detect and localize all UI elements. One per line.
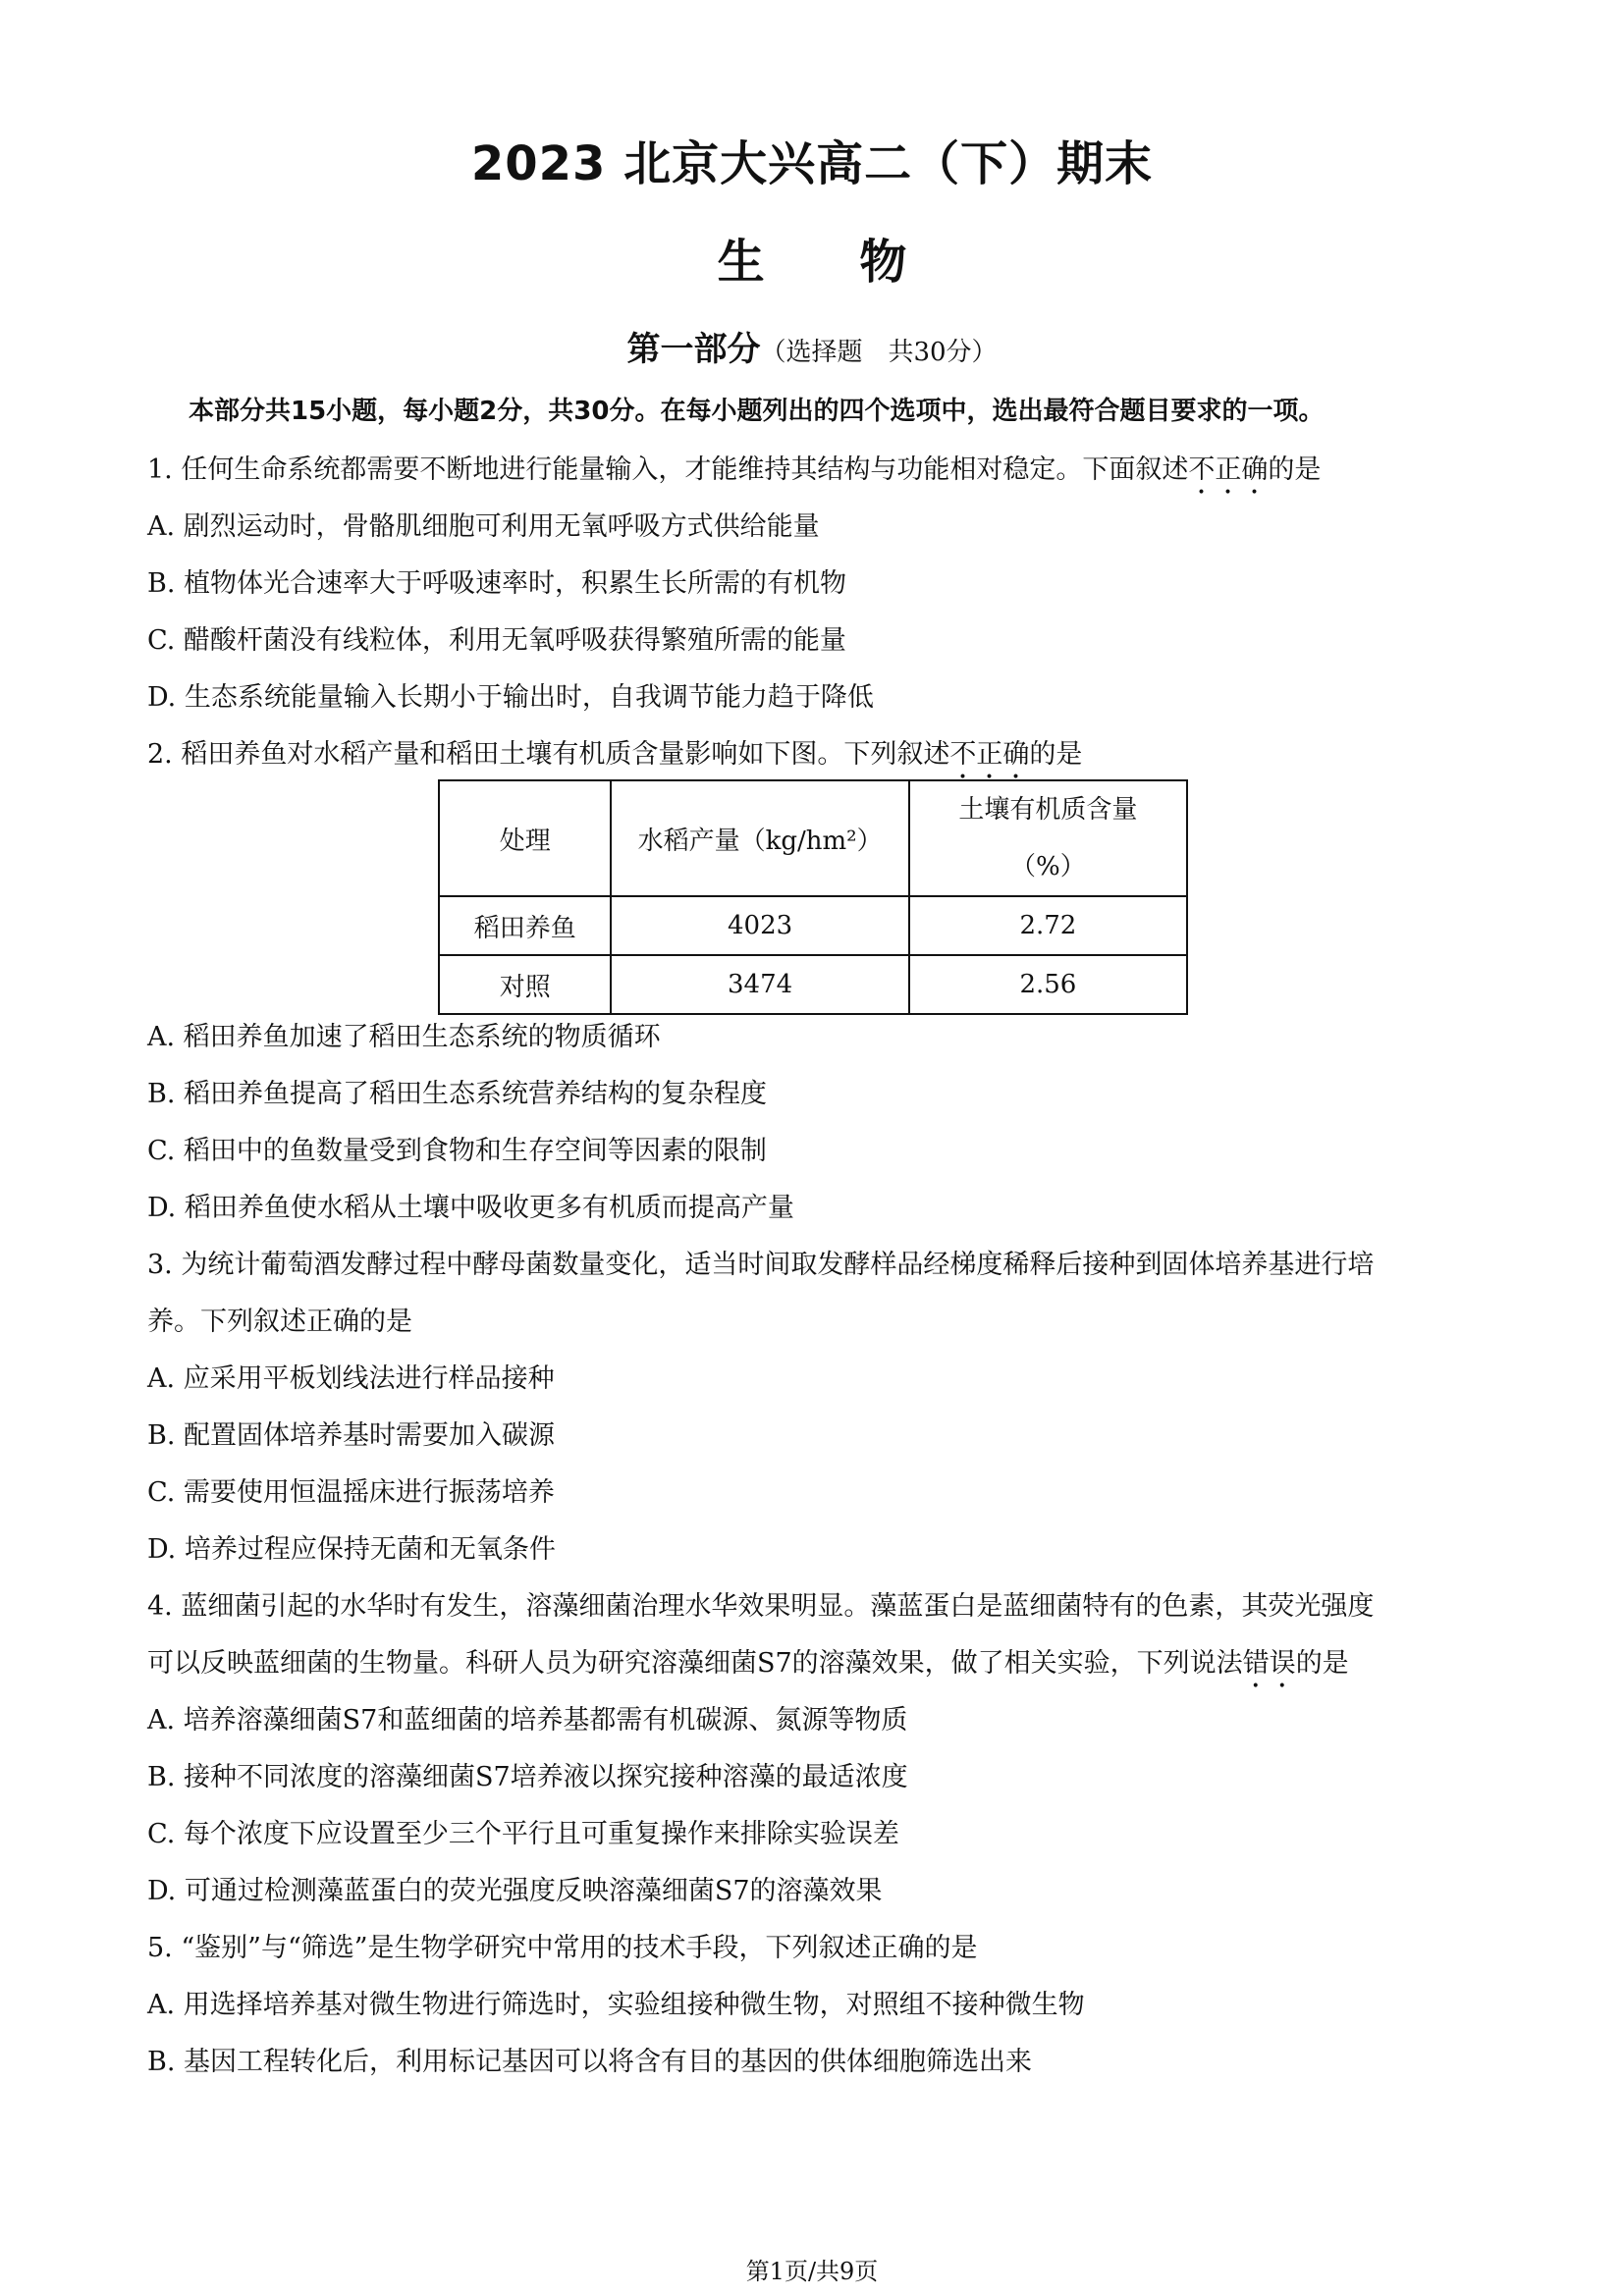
question-5-option-b: B. 基因工程转化后，利用标记基因可以将含有目的基因的供体细胞筛选出来 xyxy=(147,2047,1033,2077)
table-row xyxy=(439,955,1187,1014)
question-3-option-c: C. 需要使用恒温摇床进行振荡培养 xyxy=(147,1477,555,1508)
question-3-stem-line-1: 3. 为统计葡萄酒发酵过程中酵母菌数量变化，适当时间取发酵样品经梯度稀释后接种到固体培养基进行培 xyxy=(147,1250,1375,1280)
table-cell: 稻田养鱼 xyxy=(439,896,611,955)
question-1-option-b: B. 植物体光合速率大于呼吸速率时，积累生长所需的有机物 xyxy=(147,568,847,599)
emphasis-text: 不正确 xyxy=(1188,454,1269,485)
table-header-cell: 水稻产量（kg/hm²） xyxy=(611,780,908,896)
section-instructions: 本部分共15小题，每小题2分，共30分。在每小题列出的四个选项中，选出最符合题目要求的一项。 xyxy=(189,397,1325,426)
table-header-cell: 处理 xyxy=(439,780,611,896)
question-2-option-c: C. 稻田中的鱼数量受到食物和生存空间等因素的限制 xyxy=(147,1136,767,1166)
table-cell: 对照 xyxy=(439,955,611,1014)
question-2-option-a: A. 稻田养鱼加速了稻田生态系统的物质循环 xyxy=(147,1022,661,1052)
question-4-option-b: B. 接种不同浓度的溶藻细菌S7培养液以探究接种溶藻的最适浓度 xyxy=(147,1762,908,1792)
question-1-stem: 1. 任何生命系统都需要不断地进行能量输入，才能维持其结构与功能相对稳定。下面叙述不正确的是 xyxy=(147,454,1322,485)
page-number: 第1页/共9页 xyxy=(745,2258,879,2285)
section-label: 第一部分 xyxy=(626,330,761,369)
section-heading xyxy=(0,322,1624,370)
question-3-option-a: A. 应采用平板划线法进行样品接种 xyxy=(147,1363,555,1394)
question-4-stem-line-1: 4. 蓝细菌引起的水华时有发生，溶藻细菌治理水华效果明显。藻蓝蛋白是蓝细菌特有的色素，其荧光强度 xyxy=(147,1591,1375,1622)
table-cell: 2.56 xyxy=(909,955,1187,1014)
question-2-option-b: B. 稻田养鱼提高了稻田生态系统营养结构的复杂程度 xyxy=(147,1079,768,1109)
question-2-option-d: D. 稻田养鱼使水稻从土壤中吸收更多有机质而提高产量 xyxy=(147,1193,794,1223)
question-4-option-c: C. 每个浓度下应设置至少三个平行且可重复操作来排除实验误差 xyxy=(147,1819,899,1849)
question-5-stem: 5. “鉴别”与“筛选”是生物学研究中常用的技术手段，下列叙述正确的是 xyxy=(147,1933,978,1963)
data-table xyxy=(438,779,1188,1015)
question-1-option-c: C. 醋酸杆菌没有线粒体，利用无氧呼吸获得繁殖所需的能量 xyxy=(147,625,846,656)
question-3-stem-line-2: 养。下列叙述正确的是 xyxy=(147,1307,412,1337)
emphasis-text: 错误 xyxy=(1242,1648,1296,1679)
table-cell: 2.72 xyxy=(909,896,1187,955)
table-cell: 4023 xyxy=(611,896,908,955)
table-row xyxy=(439,896,1187,955)
question-3-option-d: D. 培养过程应保持无菌和无氧条件 xyxy=(147,1534,556,1565)
subject-title: 生 物 xyxy=(717,235,907,290)
exam-title: 2023 北京大兴高二（下）期末 xyxy=(470,136,1154,191)
table-header-cell: 土壤有机质含量 （%） xyxy=(909,780,1187,896)
question-4-option-a: A. 培养溶藻细菌S7和蓝细菌的培养基都需有机碳源、氮源等物质 xyxy=(147,1705,908,1735)
question-4-option-d: D. 可通过检测藻蓝蛋白的荧光强度反映溶藻细菌S7的溶藻效果 xyxy=(147,1876,883,1906)
table-cell: 3474 xyxy=(611,955,908,1014)
question-4-stem-line-2: 可以反映蓝细菌的生物量。科研人员为研究溶藻细菌S7的溶藻效果，做了相关实验，下列说法错误的是 xyxy=(147,1648,1349,1679)
emphasis-text: 不正确 xyxy=(949,739,1030,770)
section-note: （选择题 共30分） xyxy=(760,338,998,367)
question-2-stem: 2. 稻田养鱼对水稻产量和稻田土壤有机质含量影响如下图。下列叙述不正确的是 xyxy=(147,739,1083,770)
question-1-option-a: A. 剧烈运动时，骨骼肌细胞可利用无氧呼吸方式供给能量 xyxy=(147,511,820,542)
question-1-option-d: D. 生态系统能量输入长期小于输出时，自我调节能力趋于降低 xyxy=(147,682,874,713)
question-5-option-a: A. 用选择培养基对微生物进行筛选时，实验组接种微生物，对照组不接种微生物 xyxy=(147,1990,1085,2020)
question-3-option-b: B. 配置固体培养基时需要加入碳源 xyxy=(147,1420,556,1451)
table-header-row xyxy=(439,780,1187,896)
